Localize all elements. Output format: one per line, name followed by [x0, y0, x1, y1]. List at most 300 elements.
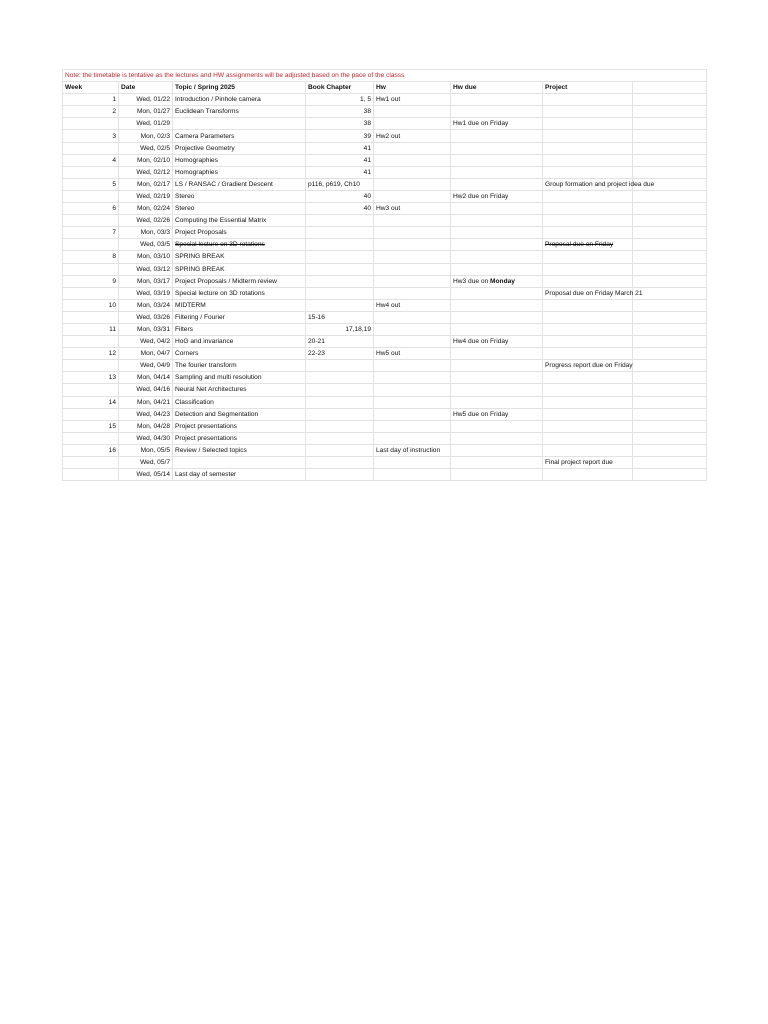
hw-cell[interactable] — [374, 360, 451, 372]
hw-due-cell[interactable]: Hw5 due on Friday — [451, 408, 543, 420]
topic-cell[interactable]: Neural Net Architectures — [173, 384, 306, 396]
table-row — [63, 372, 707, 384]
book-chapter-cell[interactable]: 15-16 — [306, 311, 374, 323]
empty-cell[interactable] — [633, 396, 707, 408]
book-chapter-cell[interactable]: 41 — [306, 142, 374, 154]
topic-cell[interactable]: The fourier transform — [173, 360, 306, 372]
book-chapter-cell[interactable]: p116, p619, Ch10 — [306, 178, 374, 190]
hw-cell[interactable] — [374, 142, 451, 154]
empty-cell[interactable] — [633, 215, 707, 227]
date-cell[interactable]: Wed, 05/7 — [119, 457, 173, 469]
topic-cell[interactable]: Detection and Segmentation — [173, 408, 306, 420]
topic-cell[interactable]: Project Proposals — [173, 227, 306, 239]
week-cell[interactable]: 16 — [63, 444, 119, 456]
empty-cell[interactable] — [633, 166, 707, 178]
project-cell[interactable]: Proposal due on Friday March 21 — [543, 287, 633, 299]
table-row — [63, 287, 707, 299]
table-row — [63, 444, 707, 456]
empty-cell[interactable] — [633, 299, 707, 311]
week-cell[interactable] — [63, 432, 119, 444]
hw-cell[interactable]: Hw5 out — [374, 348, 451, 360]
date-cell[interactable]: Mon, 03/17 — [119, 275, 173, 287]
week-cell[interactable] — [63, 287, 119, 299]
project-cell[interactable] — [543, 203, 633, 215]
empty-cell[interactable] — [633, 457, 707, 469]
week-cell[interactable] — [63, 118, 119, 130]
week-cell[interactable]: 2 — [63, 106, 119, 118]
project-cell[interactable] — [543, 142, 633, 154]
week-cell[interactable] — [63, 469, 119, 481]
week-cell[interactable]: 12 — [63, 348, 119, 360]
week-cell[interactable]: 11 — [63, 323, 119, 335]
header-topic[interactable]: Topic / Spring 2025 — [173, 82, 306, 94]
hw-due-cell[interactable] — [451, 299, 543, 311]
week-cell[interactable] — [63, 384, 119, 396]
table-row — [63, 106, 707, 118]
table-row — [63, 299, 707, 311]
week-cell[interactable] — [63, 408, 119, 420]
book-chapter-cell[interactable] — [306, 360, 374, 372]
hw-cell[interactable] — [374, 251, 451, 263]
hw-cell[interactable]: Hw1 out — [374, 94, 451, 106]
table-row — [63, 166, 707, 178]
empty-cell[interactable] — [633, 251, 707, 263]
empty-cell[interactable] — [633, 311, 707, 323]
project-cell[interactable] — [543, 299, 633, 311]
book-chapter-cell[interactable]: 40 — [306, 190, 374, 202]
week-cell[interactable] — [63, 311, 119, 323]
date-cell[interactable]: Wed, 04/9 — [119, 360, 173, 372]
empty-cell[interactable] — [633, 130, 707, 142]
table-row — [63, 384, 707, 396]
empty-cell[interactable] — [633, 94, 707, 106]
topic-cell[interactable]: Project Proposals / Midterm review — [173, 275, 306, 287]
project-cell[interactable] — [543, 336, 633, 348]
hw-cell[interactable] — [374, 118, 451, 130]
date-cell[interactable]: Wed, 02/5 — [119, 142, 173, 154]
week-cell[interactable] — [63, 263, 119, 275]
project-cell[interactable] — [543, 384, 633, 396]
date-cell[interactable]: Wed, 01/29 — [119, 118, 173, 130]
hw-due-cell[interactable] — [451, 323, 543, 335]
hw-cell[interactable] — [374, 311, 451, 323]
topic-cell[interactable]: Introduction / Pinhole camera — [173, 94, 306, 106]
table-row — [63, 239, 707, 251]
topic-cell[interactable]: Project presentations — [173, 420, 306, 432]
hw-due-cell[interactable]: Hw4 due on Friday — [451, 336, 543, 348]
topic-cell[interactable]: Corners — [173, 348, 306, 360]
project-cell[interactable] — [543, 215, 633, 227]
date-cell[interactable]: Wed, 03/12 — [119, 263, 173, 275]
week-cell[interactable] — [63, 142, 119, 154]
hw-cell[interactable] — [374, 190, 451, 202]
hw-due-cell[interactable] — [451, 396, 543, 408]
book-chapter-cell[interactable] — [306, 408, 374, 420]
hw-cell[interactable] — [374, 396, 451, 408]
date-cell[interactable]: Wed, 01/22 — [119, 94, 173, 106]
empty-cell[interactable] — [633, 444, 707, 456]
week-cell[interactable]: 14 — [63, 396, 119, 408]
book-chapter-cell[interactable] — [306, 215, 374, 227]
date-cell[interactable]: Wed, 02/19 — [119, 190, 173, 202]
book-chapter-cell[interactable]: 41 — [306, 166, 374, 178]
book-chapter-cell[interactable]: 38 — [306, 118, 374, 130]
project-cell[interactable] — [543, 469, 633, 481]
table-row — [63, 94, 707, 106]
hw-due-cell[interactable] — [451, 227, 543, 239]
week-cell[interactable]: 6 — [63, 203, 119, 215]
table-row — [63, 457, 707, 469]
date-cell[interactable]: Wed, 03/5 — [119, 239, 173, 251]
empty-cell[interactable] — [633, 118, 707, 130]
hw-due-cell[interactable] — [451, 432, 543, 444]
week-cell[interactable] — [63, 336, 119, 348]
table-row — [63, 336, 707, 348]
book-chapter-cell[interactable]: 38 — [306, 106, 374, 118]
project-cell[interactable]: Final project report due — [543, 457, 633, 469]
week-cell[interactable] — [63, 457, 119, 469]
table-row — [63, 360, 707, 372]
hw-due-cell[interactable] — [451, 275, 543, 287]
week-cell[interactable]: 1 — [63, 94, 119, 106]
topic-cell[interactable]: Review / Selected topics — [173, 444, 306, 456]
hw-due-cell[interactable] — [451, 154, 543, 166]
hw-due-cell[interactable] — [451, 263, 543, 275]
header-week[interactable]: Week — [63, 82, 119, 94]
table-row — [63, 420, 707, 432]
topic-cell[interactable]: Project presentations — [173, 432, 306, 444]
book-chapter-cell[interactable]: 20-21 — [306, 336, 374, 348]
week-cell[interactable]: 8 — [63, 251, 119, 263]
topic-cell[interactable]: Special lecture on 3D rotations — [173, 287, 306, 299]
topic-cell[interactable]: MIDTERM — [173, 299, 306, 311]
topic-cell[interactable]: Last day of semester — [173, 469, 306, 481]
date-cell[interactable]: Mon, 04/21 — [119, 396, 173, 408]
table-row — [63, 154, 707, 166]
book-chapter-cell[interactable] — [306, 444, 374, 456]
project-cell[interactable] — [543, 251, 633, 263]
date-cell[interactable]: Wed, 02/26 — [119, 215, 173, 227]
book-chapter-cell[interactable] — [306, 251, 374, 263]
date-cell[interactable]: Mon, 02/17 — [119, 178, 173, 190]
book-chapter-cell[interactable] — [306, 239, 374, 251]
date-cell[interactable]: Mon, 03/31 — [119, 323, 173, 335]
hw-due-cell[interactable]: Hw2 due on Friday — [451, 190, 543, 202]
week-cell[interactable] — [63, 190, 119, 202]
hw-due-cell[interactable] — [451, 372, 543, 384]
week-cell[interactable]: 4 — [63, 154, 119, 166]
schedule-table — [62, 69, 707, 481]
hw-cell[interactable] — [374, 323, 451, 335]
hw-cell[interactable] — [374, 227, 451, 239]
table-row — [63, 190, 707, 202]
table-row — [63, 469, 707, 481]
empty-cell[interactable] — [633, 384, 707, 396]
hw-due-cell[interactable] — [451, 215, 543, 227]
book-chapter-cell[interactable]: 17,18,19 — [306, 323, 374, 335]
hw-cell[interactable] — [374, 215, 451, 227]
date-cell[interactable]: Mon, 02/24 — [119, 203, 173, 215]
date-cell[interactable]: Mon, 02/3 — [119, 130, 173, 142]
empty-cell[interactable] — [633, 263, 707, 275]
header-row — [63, 82, 707, 94]
empty-cell[interactable] — [633, 360, 707, 372]
topic-cell[interactable]: Computing the Essential Matrix — [173, 215, 306, 227]
hw-due-cell[interactable] — [451, 348, 543, 360]
hw-due-cell[interactable] — [451, 130, 543, 142]
book-chapter-cell[interactable] — [306, 420, 374, 432]
project-cell[interactable] — [543, 444, 633, 456]
header-hw-due[interactable]: Hw due — [451, 82, 543, 94]
project-cell[interactable] — [543, 227, 633, 239]
topic-cell[interactable]: Filtering / Fourier — [173, 311, 306, 323]
hw-cell[interactable] — [374, 275, 451, 287]
header-date[interactable]: Date — [119, 82, 173, 94]
hw-cell[interactable]: Hw3 out — [374, 203, 451, 215]
date-cell[interactable]: Wed, 04/2 — [119, 336, 173, 348]
hw-cell[interactable]: Last day of instruction — [374, 444, 451, 456]
empty-cell[interactable] — [633, 323, 707, 335]
header-hw[interactable]: Hw — [374, 82, 451, 94]
topic-cell[interactable]: Euclidean Transforms — [173, 106, 306, 118]
hw-due-cell[interactable] — [451, 203, 543, 215]
project-cell[interactable] — [543, 166, 633, 178]
date-cell[interactable]: Mon, 04/28 — [119, 420, 173, 432]
topic-cell[interactable]: Homographies — [173, 154, 306, 166]
week-cell[interactable]: 9 — [63, 275, 119, 287]
date-cell[interactable]: Mon, 02/10 — [119, 154, 173, 166]
empty-cell[interactable] — [633, 142, 707, 154]
date-cell[interactable]: Wed, 04/16 — [119, 384, 173, 396]
empty-cell[interactable] — [633, 372, 707, 384]
topic-cell[interactable]: Homographies — [173, 166, 306, 178]
project-cell[interactable]: Proposal due on Friday — [543, 239, 633, 251]
topic-cell[interactable]: Stereo — [173, 203, 306, 215]
topic-cell[interactable]: HoG and invariance — [173, 336, 306, 348]
project-cell[interactable] — [543, 106, 633, 118]
empty-cell[interactable] — [633, 190, 707, 202]
hw-due-cell[interactable] — [451, 444, 543, 456]
book-chapter-cell[interactable] — [306, 432, 374, 444]
hw-due-cell[interactable]: Hw1 due on Friday — [451, 118, 543, 130]
empty-cell[interactable] — [633, 408, 707, 420]
schedule-note[interactable]: Note: the timetable is tentative as the lectures and HW assignments will be adjusted based on the pace of the classs — [63, 70, 707, 82]
topic-cell[interactable]: Classification — [173, 396, 306, 408]
topic-cell[interactable] — [173, 457, 306, 469]
week-cell[interactable]: 13 — [63, 372, 119, 384]
hw-cell[interactable] — [374, 178, 451, 190]
date-cell[interactable]: Mon, 05/5 — [119, 444, 173, 456]
table-row — [63, 263, 707, 275]
week-cell[interactable] — [63, 166, 119, 178]
date-cell[interactable]: Wed, 03/19 — [119, 287, 173, 299]
book-chapter-cell[interactable] — [306, 457, 374, 469]
empty-cell[interactable] — [633, 227, 707, 239]
hw-due-emphasis: Monday — [490, 277, 515, 285]
hw-due-cell[interactable] — [451, 239, 543, 251]
table-row — [63, 178, 707, 190]
book-chapter-cell[interactable] — [306, 372, 374, 384]
hw-cell[interactable] — [374, 287, 451, 299]
date-cell[interactable]: Mon, 03/10 — [119, 251, 173, 263]
hw-due-cell[interactable] — [451, 178, 543, 190]
book-chapter-cell[interactable] — [306, 227, 374, 239]
hw-cell[interactable] — [374, 106, 451, 118]
empty-cell[interactable] — [633, 154, 707, 166]
project-cell[interactable] — [543, 348, 633, 360]
book-chapter-cell[interactable] — [306, 287, 374, 299]
hw-due-cell[interactable] — [451, 457, 543, 469]
empty-cell[interactable] — [633, 239, 707, 251]
hw-due-cell[interactable] — [451, 106, 543, 118]
project-cell[interactable] — [543, 323, 633, 335]
topic-cell[interactable]: Stereo — [173, 190, 306, 202]
topic-cell[interactable]: Camera Parameters — [173, 130, 306, 142]
date-cell[interactable]: Wed, 05/14 — [119, 469, 173, 481]
book-chapter-cell[interactable]: 39 — [306, 130, 374, 142]
date-cell[interactable]: Mon, 04/7 — [119, 348, 173, 360]
book-chapter-cell[interactable]: 41 — [306, 154, 374, 166]
empty-cell[interactable] — [633, 287, 707, 299]
empty-cell[interactable] — [633, 432, 707, 444]
table-row — [63, 227, 707, 239]
table-row — [63, 311, 707, 323]
week-cell[interactable]: 15 — [63, 420, 119, 432]
book-chapter-cell[interactable] — [306, 396, 374, 408]
hw-due-cell[interactable] — [451, 251, 543, 263]
empty-cell[interactable] — [633, 275, 707, 287]
project-cell[interactable] — [543, 118, 633, 130]
hw-cell[interactable] — [374, 154, 451, 166]
project-cell[interactable]: Progress report due on Friday — [543, 360, 633, 372]
hw-due-cell[interactable] — [451, 287, 543, 299]
hw-due-cell[interactable] — [451, 420, 543, 432]
hw-cell[interactable] — [374, 384, 451, 396]
week-cell[interactable]: 7 — [63, 227, 119, 239]
table-row — [63, 432, 707, 444]
topic-cell[interactable]: Special lecture on 3D rotations — [173, 239, 306, 251]
hw-due-cell[interactable] — [451, 166, 543, 178]
date-cell[interactable]: Mon, 01/27 — [119, 106, 173, 118]
table-row — [63, 323, 707, 335]
table-row — [63, 251, 707, 263]
topic-cell[interactable] — [173, 118, 306, 130]
hw-due-cell[interactable] — [451, 311, 543, 323]
hw-cell[interactable] — [374, 239, 451, 251]
project-cell[interactable] — [543, 154, 633, 166]
empty-cell[interactable] — [633, 348, 707, 360]
hw-due-cell[interactable] — [451, 94, 543, 106]
table-row — [63, 118, 707, 130]
hw-due-cell[interactable] — [451, 469, 543, 481]
table-row — [63, 215, 707, 227]
project-cell[interactable] — [543, 275, 633, 287]
week-cell[interactable]: 10 — [63, 299, 119, 311]
book-chapter-cell[interactable] — [306, 275, 374, 287]
hw-cell[interactable] — [374, 166, 451, 178]
project-cell[interactable] — [543, 311, 633, 323]
book-chapter-cell[interactable] — [306, 299, 374, 311]
hw-cell[interactable]: Hw2 out — [374, 130, 451, 142]
topic-cell[interactable]: Sampling and multi resolution — [173, 372, 306, 384]
table-row — [63, 348, 707, 360]
topic-cell[interactable]: SPRING BREAK — [173, 263, 306, 275]
empty-cell[interactable] — [633, 82, 707, 94]
empty-cell[interactable] — [633, 203, 707, 215]
hw-cell[interactable] — [374, 420, 451, 432]
hw-due-cell[interactable] — [451, 142, 543, 154]
book-chapter-cell[interactable] — [306, 384, 374, 396]
book-chapter-cell[interactable] — [306, 469, 374, 481]
topic-cell[interactable]: SPRING BREAK — [173, 251, 306, 263]
project-cell[interactable] — [543, 94, 633, 106]
project-cell[interactable] — [543, 372, 633, 384]
project-cell[interactable] — [543, 190, 633, 202]
hw-cell[interactable] — [374, 372, 451, 384]
header-book-chapter[interactable]: Book Chapter — [306, 82, 374, 94]
date-cell[interactable]: Wed, 02/12 — [119, 166, 173, 178]
header-project[interactable]: Project — [543, 82, 633, 94]
hw-due-text: Hw3 due on — [453, 277, 491, 285]
date-cell[interactable]: Mon, 04/14 — [119, 372, 173, 384]
hw-cell[interactable]: Hw4 out — [374, 299, 451, 311]
empty-cell[interactable] — [633, 336, 707, 348]
project-cell[interactable] — [543, 396, 633, 408]
table-row — [63, 408, 707, 420]
hw-cell[interactable] — [374, 469, 451, 481]
week-cell[interactable] — [63, 360, 119, 372]
hw-due-cell[interactable] — [451, 384, 543, 396]
week-cell[interactable]: 3 — [63, 130, 119, 142]
topic-cell[interactable]: LS / RANSAC / Gradient Descent — [173, 178, 306, 190]
date-cell[interactable]: Wed, 04/23 — [119, 408, 173, 420]
project-cell[interactable] — [543, 263, 633, 275]
hw-cell[interactable] — [374, 432, 451, 444]
schedule-sheet — [62, 69, 706, 481]
hw-cell[interactable] — [374, 408, 451, 420]
project-cell[interactable] — [543, 130, 633, 142]
date-cell[interactable]: Mon, 03/24 — [119, 299, 173, 311]
date-cell[interactable]: Wed, 04/30 — [119, 432, 173, 444]
table-row — [63, 203, 707, 215]
topic-cell[interactable]: Projective Geometry — [173, 142, 306, 154]
book-chapter-cell[interactable]: 22-23 — [306, 348, 374, 360]
book-chapter-cell[interactable]: 1, 5 — [306, 94, 374, 106]
project-cell[interactable] — [543, 420, 633, 432]
hw-due-cell[interactable] — [451, 360, 543, 372]
empty-cell[interactable] — [633, 106, 707, 118]
date-cell[interactable]: Mon, 03/3 — [119, 227, 173, 239]
book-chapter-cell[interactable]: 40 — [306, 203, 374, 215]
week-cell[interactable] — [63, 239, 119, 251]
hw-cell[interactable] — [374, 457, 451, 469]
empty-cell[interactable] — [633, 469, 707, 481]
week-cell[interactable]: 5 — [63, 178, 119, 190]
table-row — [63, 142, 707, 154]
project-cell[interactable] — [543, 408, 633, 420]
topic-cell[interactable]: Filters — [173, 323, 306, 335]
hw-cell[interactable] — [374, 336, 451, 348]
table-row — [63, 130, 707, 142]
project-cell[interactable] — [543, 432, 633, 444]
hw-cell[interactable] — [374, 263, 451, 275]
project-cell[interactable]: Group formation and project idea due — [543, 178, 633, 190]
table-row — [63, 275, 707, 287]
empty-cell[interactable] — [633, 420, 707, 432]
book-chapter-cell[interactable] — [306, 263, 374, 275]
week-cell[interactable] — [63, 215, 119, 227]
date-cell[interactable]: Wed, 03/26 — [119, 311, 173, 323]
